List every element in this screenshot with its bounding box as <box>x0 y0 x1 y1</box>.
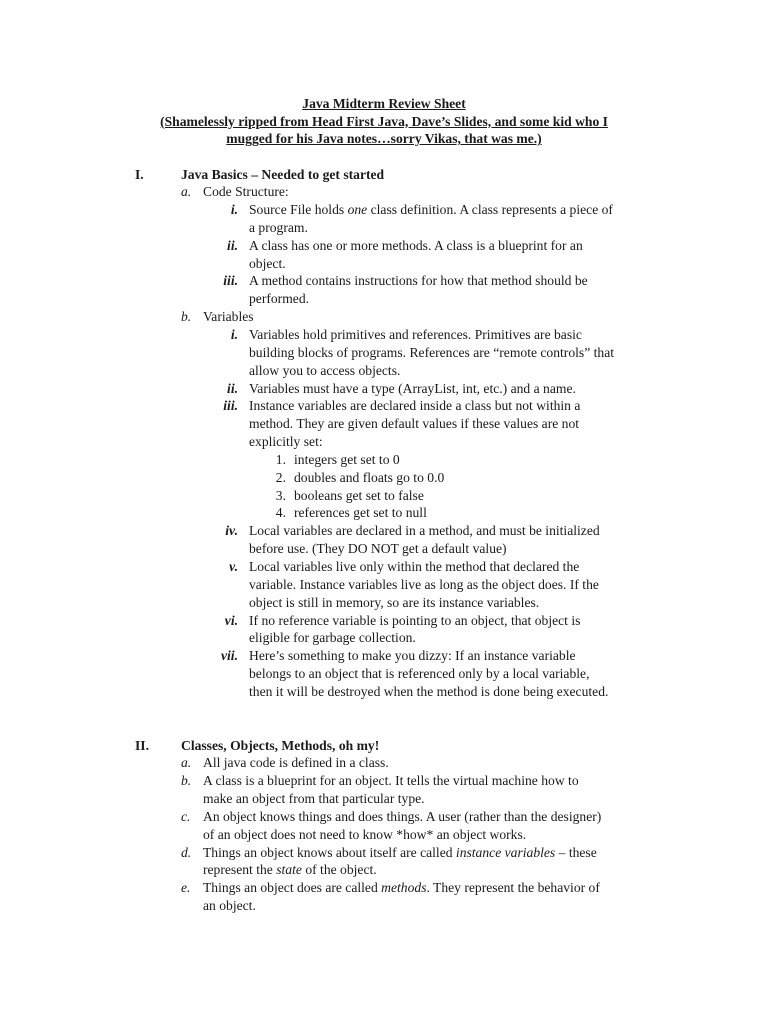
b-vi-line-1: If no reference variable is pointing to an object, that object is <box>249 613 581 628</box>
default-3-number: 3. <box>275 488 286 503</box>
b-i-numeral: i. <box>230 327 238 342</box>
b-iii-line-1: Instance variables are declared inside a class but not within a <box>249 398 581 413</box>
b-iii-line-2: method. They are given default values if these values are not <box>249 416 580 431</box>
default-4-number: 4. <box>275 505 286 520</box>
item-b-label: Variables <box>203 309 254 324</box>
b-i-line-3: allow you to access objects. <box>249 363 401 378</box>
title-line-3: mugged for his Java notes…sorry Vikas, that was me.) <box>226 131 542 147</box>
section-2-heading: Classes, Objects, Methods, oh my! <box>181 738 380 753</box>
b-vi-line-2: eligible for garbage collection. <box>249 630 416 645</box>
default-1-text: integers get set to 0 <box>294 452 400 467</box>
item-a-label: Code Structure: <box>203 184 289 199</box>
title-line-2: (Shamelessly ripped from Head First Java, Dave’s Slides, and some kid who I <box>160 113 608 129</box>
default-3-text: booleans get set to false <box>294 488 424 503</box>
a-ii-line-2: object. <box>249 256 286 271</box>
a-iii-line-2: performed. <box>249 291 310 306</box>
a-ii-numeral: ii. <box>227 238 238 253</box>
b-vii-line-1: Here’s something to make you dizzy: If an instance variable <box>249 648 576 663</box>
b-iv-line-1: Local variables are declared in a method, and must be initialized <box>249 523 600 538</box>
title-line-1: Java Midterm Review Sheet <box>302 96 466 111</box>
a-iii-line-1: A method contains instructions for how that method should be <box>249 273 588 288</box>
s2-c-letter: c. <box>181 809 191 824</box>
s2-e-line-2: an object. <box>203 898 256 913</box>
a-i-line-2: a program. <box>249 220 308 235</box>
b-vii-line-3: then it will be destroyed when the method is done being executed. <box>249 684 609 699</box>
default-2-text: doubles and floats go to 0.0 <box>294 470 445 485</box>
section-1-heading: Java Basics – Needed to get started <box>181 167 385 182</box>
default-1-number: 1. <box>275 452 286 467</box>
s2-d-line-2: represent the state of the object. <box>203 862 377 877</box>
b-v-line-2: variable. Instance variables live as long as the object does. If the <box>249 577 599 592</box>
s2-d-letter: d. <box>181 845 192 860</box>
b-iv-numeral: iv. <box>225 523 238 538</box>
item-a-letter: a. <box>181 184 192 199</box>
s2-a-line-1: All java code is defined in a class. <box>203 755 389 770</box>
b-vii-numeral: vii. <box>221 648 238 663</box>
s2-c-line-2: of an object does not need to know *how* an object works. <box>203 827 527 842</box>
b-vii-line-2: belongs to an object that is referenced only by a local variable, <box>249 666 590 681</box>
s2-b-line-2: make an object from that particular type. <box>203 791 425 806</box>
b-i-line-1: Variables hold primitives and references. Primitives are basic <box>249 327 582 342</box>
document-title <box>0 95 768 148</box>
a-i-numeral: i. <box>230 202 238 217</box>
s2-b-line-1: A class is a blueprint for an object. It tells the virtual machine how to <box>203 773 579 788</box>
a-i-line-1: Source File holds one class definition. A class represents a piece of <box>249 202 613 217</box>
b-vi-numeral: vi. <box>224 613 238 628</box>
section-1-numeral: I. <box>135 167 144 182</box>
section-2-numeral: II. <box>135 738 149 753</box>
a-iii-numeral: iii. <box>223 273 238 288</box>
b-ii-line-1: Variables must have a type (ArrayList, int, etc.) and a name. <box>249 381 576 396</box>
a-ii-line-1: A class has one or more methods. A class is a blueprint for an <box>249 238 583 253</box>
s2-e-letter: e. <box>181 880 191 895</box>
s2-a-letter: a. <box>181 755 192 770</box>
b-iv-line-2: before use. (They DO NOT get a default value) <box>249 541 507 556</box>
b-iii-line-3: explicitly set: <box>249 434 323 449</box>
default-4-text: references get set to null <box>294 505 427 520</box>
s2-c-line-1: An object knows things and does things. A user (rather than the designer) <box>203 809 602 824</box>
b-v-numeral: v. <box>229 559 238 574</box>
s2-d-line-1: Things an object knows about itself are called instance variables – these <box>203 845 597 860</box>
b-iii-numeral: iii. <box>223 398 238 413</box>
b-v-line-3: object is still in memory, so are its instance variables. <box>249 595 540 610</box>
s2-b-letter: b. <box>181 773 192 788</box>
b-i-line-2: building blocks of programs. References are “remote controls” that <box>249 345 615 360</box>
b-ii-numeral: ii. <box>227 381 238 396</box>
b-v-line-1: Local variables live only within the method that declared the <box>249 559 580 574</box>
item-b-letter: b. <box>181 309 192 324</box>
s2-e-line-1: Things an object does are called methods. They represent the behavior of <box>203 880 600 895</box>
default-2-number: 2. <box>275 470 286 485</box>
